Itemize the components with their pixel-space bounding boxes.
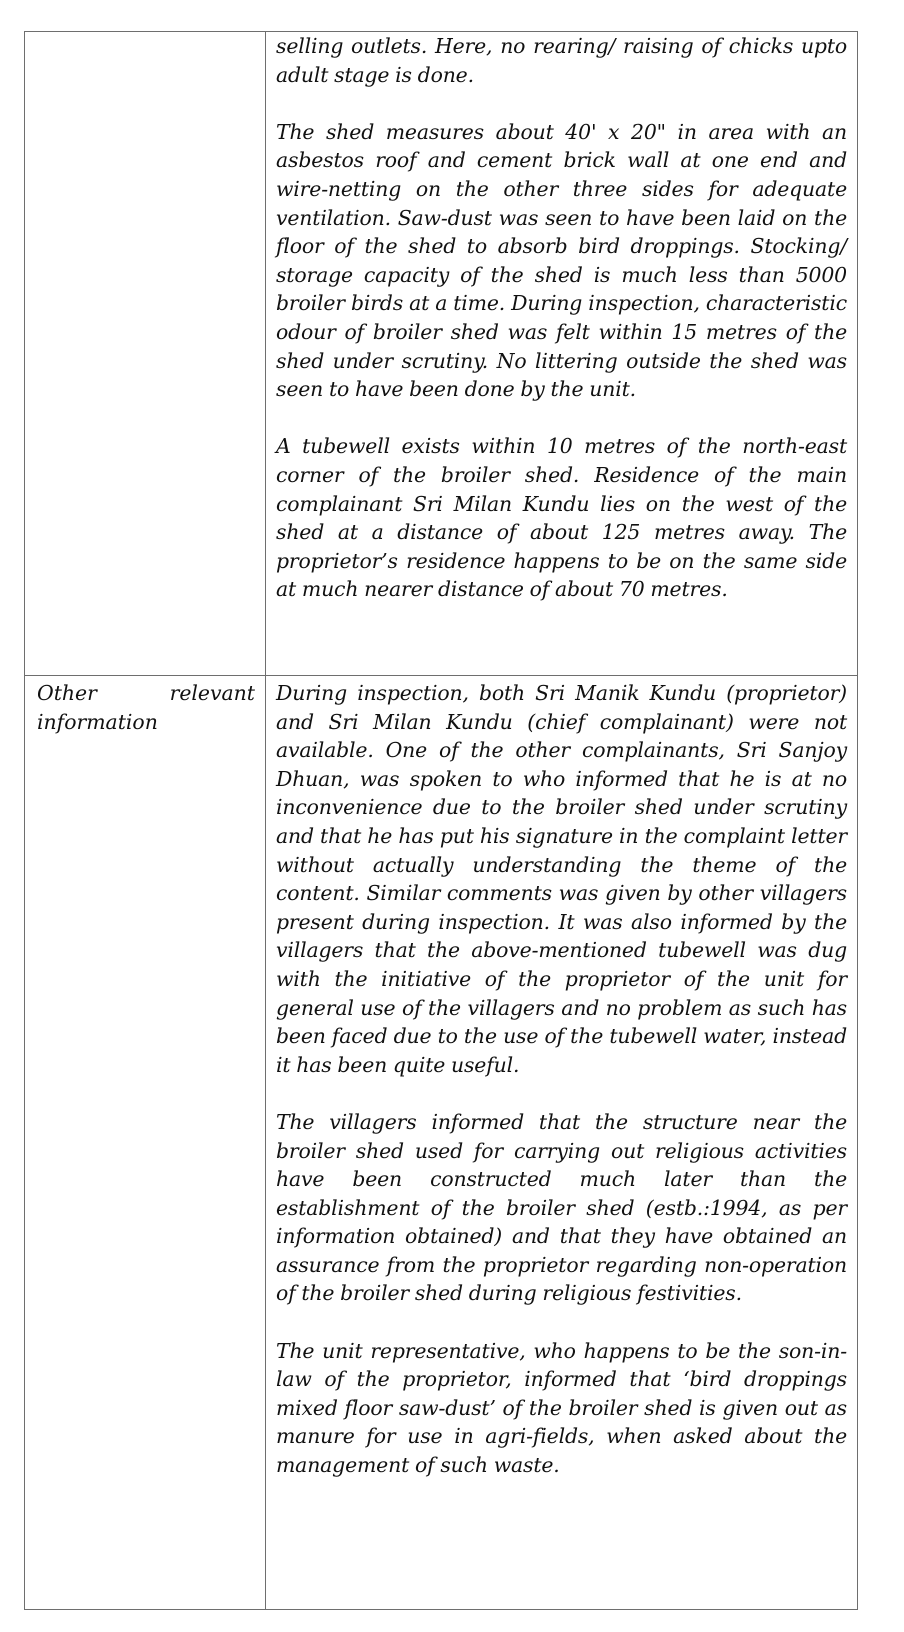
paragraph-waste-management: The unit representative, who happens to be the son-in-law of the proprietor, informed that ‘bird droppings mixed floor saw-dust’ of the broiler shed is given out as manure for use in agri-fields, when asked about the management of such waste. (276, 1338, 847, 1478)
paragraph-spacer (276, 1079, 847, 1108)
body-cell (266, 676, 858, 1610)
label-word: information (37, 709, 158, 734)
paragraph-selling-outlets: selling outlets. Here, no rearing/ raising of chicks upto adult stage is done. (276, 34, 847, 87)
label-cell-empty (25, 32, 266, 676)
paragraph-complainant-statements: During inspection, both Sri Manik Kundu (proprietor) and Sri Milan Kundu (chief complainant) were not available. One of the other complainants, Sri Sanjoy Dhuan, was spoken to who informed that he is at no inconvenience due to the broiler shed under scrutiny and that he has put his signature in the complaint letter without actually understanding the theme of the content. Similar comments was given by other villagers present during inspection. It was also informed by the villagers that the above-mentioned tubewell was dug with the initiative of the proprietor of the unit for general use of the villagers and no problem as such has been faced due to the use of the tubewell water, instead it has been quite useful. (276, 681, 847, 1077)
paragraph-shed-description: The shed measures about 40' x 20" in area with an asbestos roof and cement brick wall at one end and wire-netting on the other three sides for adequate ventilation. Saw-dust was seen to have been laid on the floor of the shed to absorb bird droppings. Stocking/ storage capacity of the shed is much less than 5000 broiler birds at a time. During inspection, characteristic odour of broiler shed was felt within 15 metres of the shed under scrutiny. No littering outside the shed was seen to have been done by the unit. (276, 119, 847, 402)
body-cell (266, 32, 858, 676)
label-word: Other (37, 681, 97, 705)
paragraph-spacer (276, 404, 847, 433)
paragraph-spacer (276, 1308, 847, 1337)
row-label-other-relevant-information (37, 679, 255, 736)
inspection-report-table (24, 31, 858, 1610)
label-word: relevant (169, 681, 255, 705)
paragraph-religious-structure: The villagers informed that the structure near the broiler shed used for carrying out religious activities have been constructed much later than the establishment of the broiler shed (estb.:1994, as per information obtained) and that they have obtained an assurance from the proprietor regarding non-operation of the broiler shed during religious festivities. (276, 1109, 847, 1306)
paragraph-tubewell-location: A tubewell exists within 10 metres of the north-east corner of the broiler shed. Residence of the main complainant Sri Milan Kundu lies on the west of the shed at a distance of about 125 metres away. The proprietor’s residence happens to be on the same side at much nearer distance of about 70 metres. (276, 434, 847, 602)
table-row-site-description (25, 32, 858, 676)
table-row-other-relevant-information (25, 676, 858, 1610)
paragraph-spacer (276, 89, 847, 118)
label-cell (25, 676, 266, 1610)
